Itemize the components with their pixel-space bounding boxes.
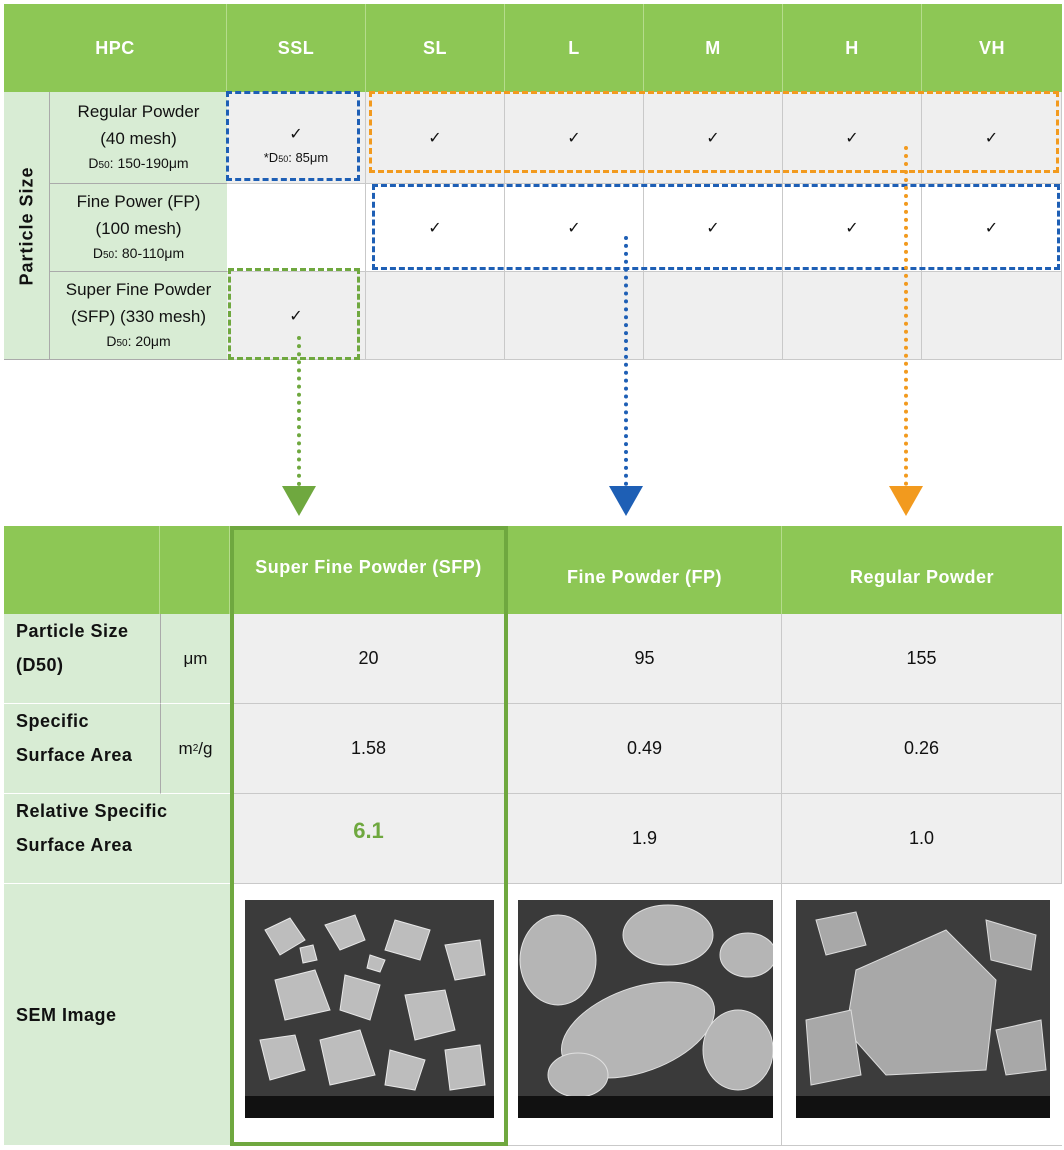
cell-fine-vh: ✓ [922, 184, 1062, 272]
header-grade-m: M [644, 4, 783, 92]
label-sem-image: SEM Image [4, 884, 230, 1146]
value-sfp-surface-area: 1.58 [230, 704, 508, 794]
cell-regular-ssl: ✓ *D50: 85μm [227, 92, 366, 184]
label-specific-surface-area: Specific Surface Area [4, 704, 160, 794]
label-particle-size: Particle Size (D50) [4, 614, 160, 704]
value-fp-surface-area: 0.49 [508, 704, 782, 794]
particle-size-side-label: Particle Size [4, 92, 49, 360]
value-sfp-relative-surface-area: 6.1 [230, 794, 508, 884]
row-label-fine-powder: Fine Power (FP) (100 mesh) D50: 80-110μm [49, 184, 227, 272]
header-blank-unit [160, 526, 230, 614]
cell-sfp-ssl: ✓ [227, 272, 366, 360]
cell-sfp-m [644, 272, 783, 360]
header-grade-l: L [505, 4, 644, 92]
cell-sfp-sl [366, 272, 505, 360]
cell-sfp-vh [922, 272, 1062, 360]
connector-line-regular [904, 146, 908, 486]
cell-regular-h: ✓ [783, 92, 922, 184]
unit-particle-size: μm [160, 614, 230, 704]
cell-regular-m: ✓ [644, 92, 783, 184]
value-fp-particle-size: 95 [508, 614, 782, 704]
cell-sfp-h [783, 272, 922, 360]
cell-fine-sl: ✓ [366, 184, 505, 272]
label-relative-surface-area: Relative Specific Surface Area [4, 794, 230, 884]
connector-line-fp [624, 236, 628, 486]
cell-fine-l: ✓ [505, 184, 644, 272]
header-grade-sl: SL [366, 4, 505, 92]
header-hpc: HPC [4, 4, 227, 92]
cell-fine-ssl [227, 184, 366, 272]
header-grade-h: H [783, 4, 922, 92]
value-regular-relative-surface-area: 1.0 [782, 794, 1062, 884]
header-grade-ssl: SSL [227, 4, 366, 92]
powder-comparison-table [4, 526, 1062, 1146]
header-sfp: Super Fine Powder (SFP) [230, 526, 508, 614]
header-fp: Fine Powder (FP) [508, 526, 782, 614]
row-label-regular-powder: Regular Powder (40 mesh) D50: 150-190μm [49, 92, 227, 184]
connector-line-sfp [297, 336, 301, 486]
arrow-down-fp-icon [609, 486, 643, 516]
value-regular-particle-size: 155 [782, 614, 1062, 704]
arrow-down-regular-icon [889, 486, 923, 516]
cell-regular-sl: ✓ [366, 92, 505, 184]
unit-specific-surface-area: m 2 /g [160, 704, 230, 794]
sem-image-regular [796, 900, 1050, 1118]
sem-image-fp [518, 900, 773, 1118]
value-sfp-particle-size: 20 [230, 614, 508, 704]
cell-regular-vh: ✓ [922, 92, 1062, 184]
cell-fine-m: ✓ [644, 184, 783, 272]
header-regular: Regular Powder [782, 526, 1062, 614]
value-regular-surface-area: 0.26 [782, 704, 1062, 794]
cell-fine-h: ✓ [783, 184, 922, 272]
sem-image-sfp [245, 900, 494, 1118]
header-grade-vh: VH [922, 4, 1062, 92]
row-label-super-fine-powder: Super Fine Powder (SFP) (330 mesh) D50: 20μm [49, 272, 227, 360]
cell-regular-l: ✓ [505, 92, 644, 184]
header-blank-label [4, 526, 160, 614]
value-fp-relative-surface-area: 1.9 [508, 794, 782, 884]
ssl-d50-note: *D50: 85μm [263, 150, 329, 165]
arrow-down-sfp-icon [282, 486, 316, 516]
